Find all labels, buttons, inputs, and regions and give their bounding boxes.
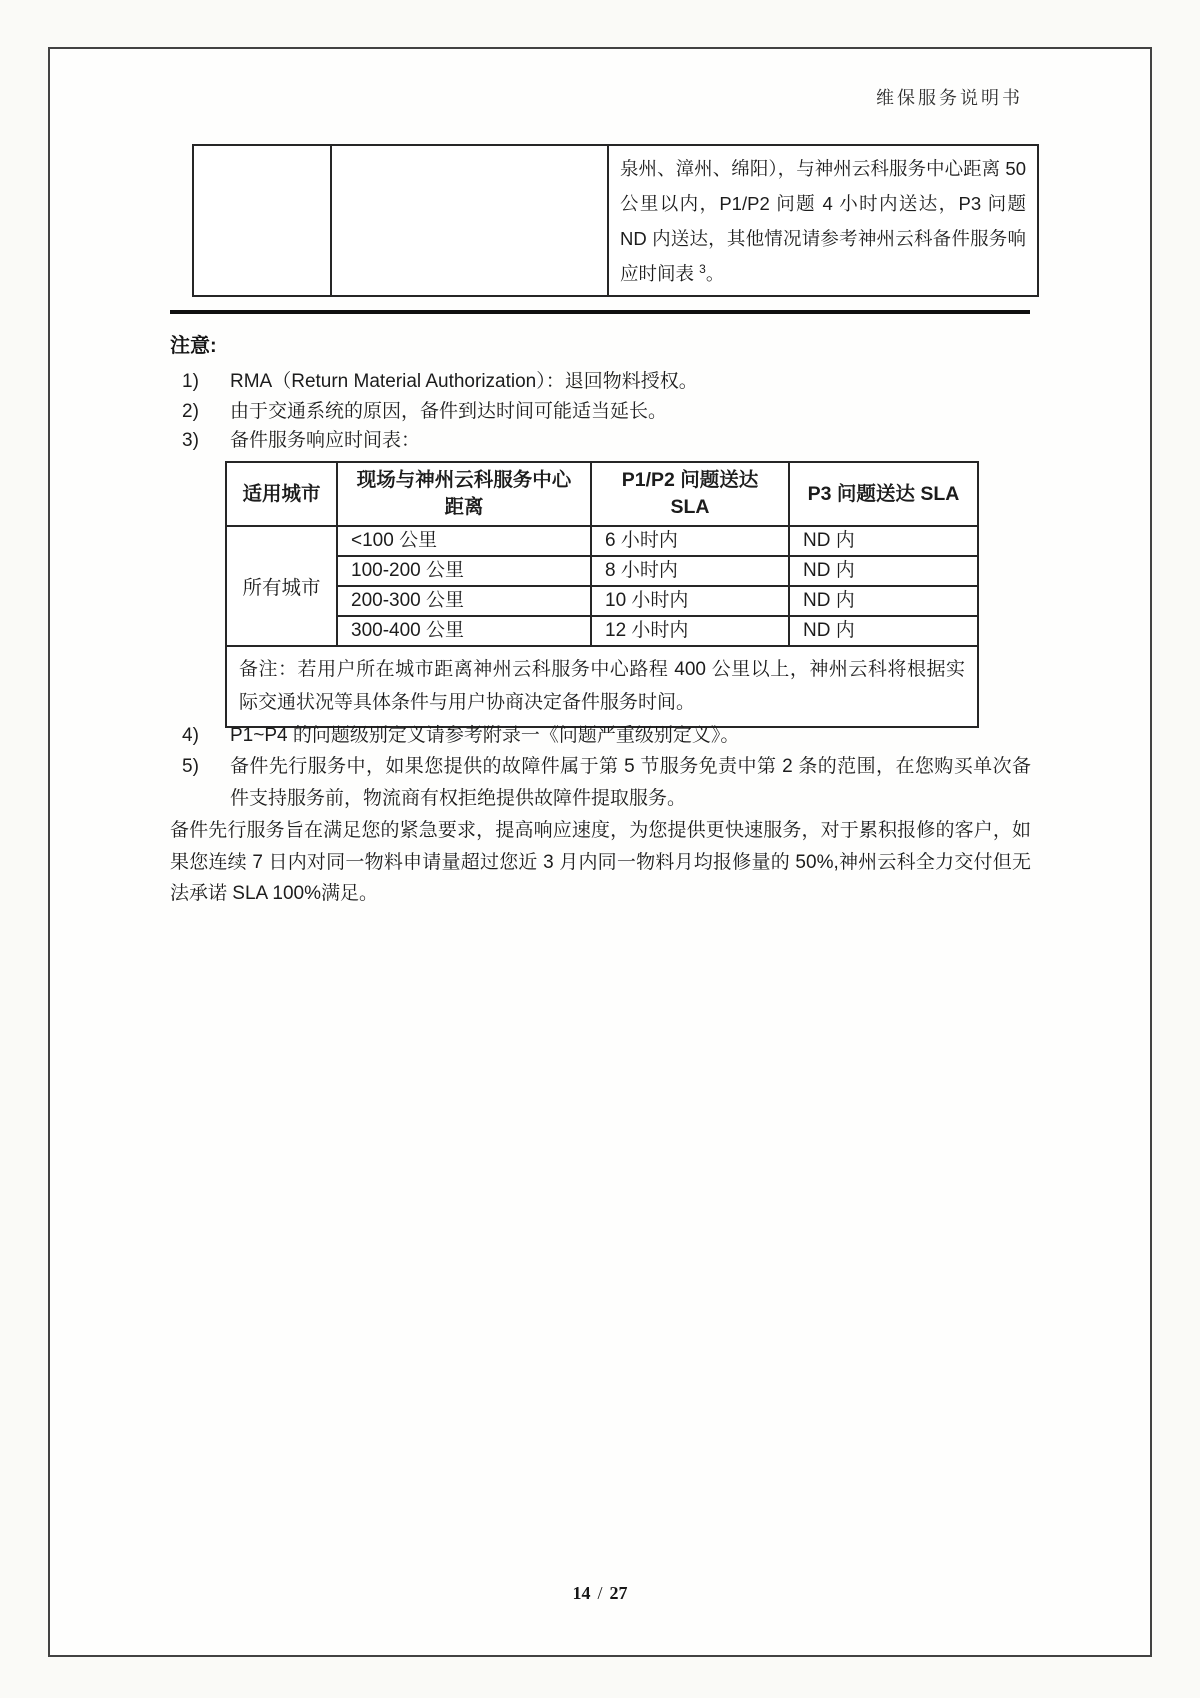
page-footer	[0, 1583, 1200, 1604]
sla-header-p3: P3 问题送达 SLA	[789, 462, 978, 526]
sla-cell-p1p2: 8 小时内	[591, 556, 789, 586]
note-item-2-number: 2)	[182, 400, 199, 422]
sla-row-2	[226, 556, 978, 586]
notice-heading: 注意:	[170, 335, 217, 357]
sla-header-p1p2-line2: SLA	[670, 496, 710, 518]
continuation-text-period: 。	[705, 263, 725, 284]
sla-group-cell: 所有城市	[226, 526, 337, 646]
sla-cell-distance: 200-300 公里	[337, 586, 591, 616]
note-item-3-text: 备件服务响应时间表：	[230, 430, 421, 451]
note-item-3	[182, 426, 1031, 456]
note-item-5	[182, 751, 1031, 815]
note-item-3-number: 3)	[182, 430, 199, 451]
note-item-4	[182, 721, 1031, 751]
page-number-current: 14	[572, 1583, 591, 1603]
footnote-superscript: 3	[699, 261, 706, 276]
sla-cell-p3: ND 内	[789, 616, 978, 646]
notes-list-4	[182, 721, 1031, 751]
sla-header-distance-line2: 距离	[444, 496, 484, 518]
sla-cell-p3: ND 内	[789, 526, 978, 556]
sla-cell-p3: ND 内	[789, 556, 978, 586]
note-item-4-text: P1~P4 的问题级别定义请参考附录一《问题严重级别定义》。	[230, 725, 740, 746]
note-item-5-number: 5)	[182, 756, 199, 777]
sla-remark: 备注：若用户所在城市距离神州云科服务中心路程 400 公里以上，神州云科将根据实际交通状况等具体条件与用户协商决定备件服务时间。	[226, 646, 978, 727]
header-title: 维保服务说明书	[876, 88, 1023, 108]
note-item-1-number: 1)	[182, 371, 199, 392]
continuation-text: 泉州、漳州、绵阳），与神州云科服务中心距离 50 公里以内，P1/P2 问题 4 小时内送达，P3 问题 ND 内送达，其他情况请参考神州云科备件服务响应时间表	[620, 158, 1026, 284]
notes-list-1-3	[182, 367, 1031, 456]
note-item-1-text: RMA（Return Material Authorization）：退回物料授权。	[230, 371, 698, 392]
sla-row-4	[226, 616, 978, 646]
continuation-cell-1	[193, 145, 331, 296]
sla-row-3	[226, 586, 978, 616]
sla-cell-p1p2: 10 小时内	[591, 586, 789, 616]
note-item-5-text: 备件先行服务中，如果您提供的故障件属于第 5 节服务免责中第 2 条的范围，在您购买单次备件支持服务前，物流商有权拒绝提供故障件提取服务。	[230, 756, 1031, 809]
sla-header-p1p2-line1: P1/P2 问题送达	[621, 469, 759, 491]
page-number-separator: /	[597, 1583, 603, 1603]
note-item-2-text: 由于交通系统的原因，备件到达时间可能适当延长。	[230, 400, 668, 422]
sla-cell-distance: 300-400 公里	[337, 616, 591, 646]
sla-cell-p1p2: 6 小时内	[591, 526, 789, 556]
sla-header-row	[226, 462, 978, 526]
continuation-cell-2	[331, 145, 608, 296]
sla-cell-distance: 100-200 公里	[337, 556, 591, 586]
sla-cell-distance: <100 公里	[337, 526, 591, 556]
sla-cell-p1p2: 12 小时内	[591, 616, 789, 646]
page-number-total: 27	[609, 1583, 628, 1603]
notes-list-5	[182, 751, 1031, 815]
continuation-row	[193, 145, 1038, 296]
sla-remark-row	[226, 646, 978, 727]
continuation-cell-text	[608, 145, 1038, 296]
sla-header-p1p2	[591, 462, 789, 526]
closing-paragraph: 备件先行服务旨在满足您的紧急要求，提高响应速度，为您提供更快速服务，对于累积报修的客户，如果您连续 7 日内对同一物料申请量超过您近 3 月内同一物料月均报修量的 50%,神州云科全力交付但无法承诺 SLA 100%满足。	[170, 820, 1031, 904]
sla-header-distance-line1: 现场与神州云科服务中心	[356, 469, 572, 491]
note-item-2	[182, 397, 1031, 427]
note-item-1	[182, 367, 1031, 397]
sla-row-1	[226, 526, 978, 556]
continuation-table	[192, 144, 1039, 297]
section-divider	[170, 310, 1030, 314]
sla-cell-p3: ND 内	[789, 586, 978, 616]
sla-header-distance	[337, 462, 591, 526]
note-item-4-number: 4)	[182, 725, 199, 746]
sla-header-city: 适用城市	[226, 462, 337, 526]
sla-table	[225, 461, 979, 728]
